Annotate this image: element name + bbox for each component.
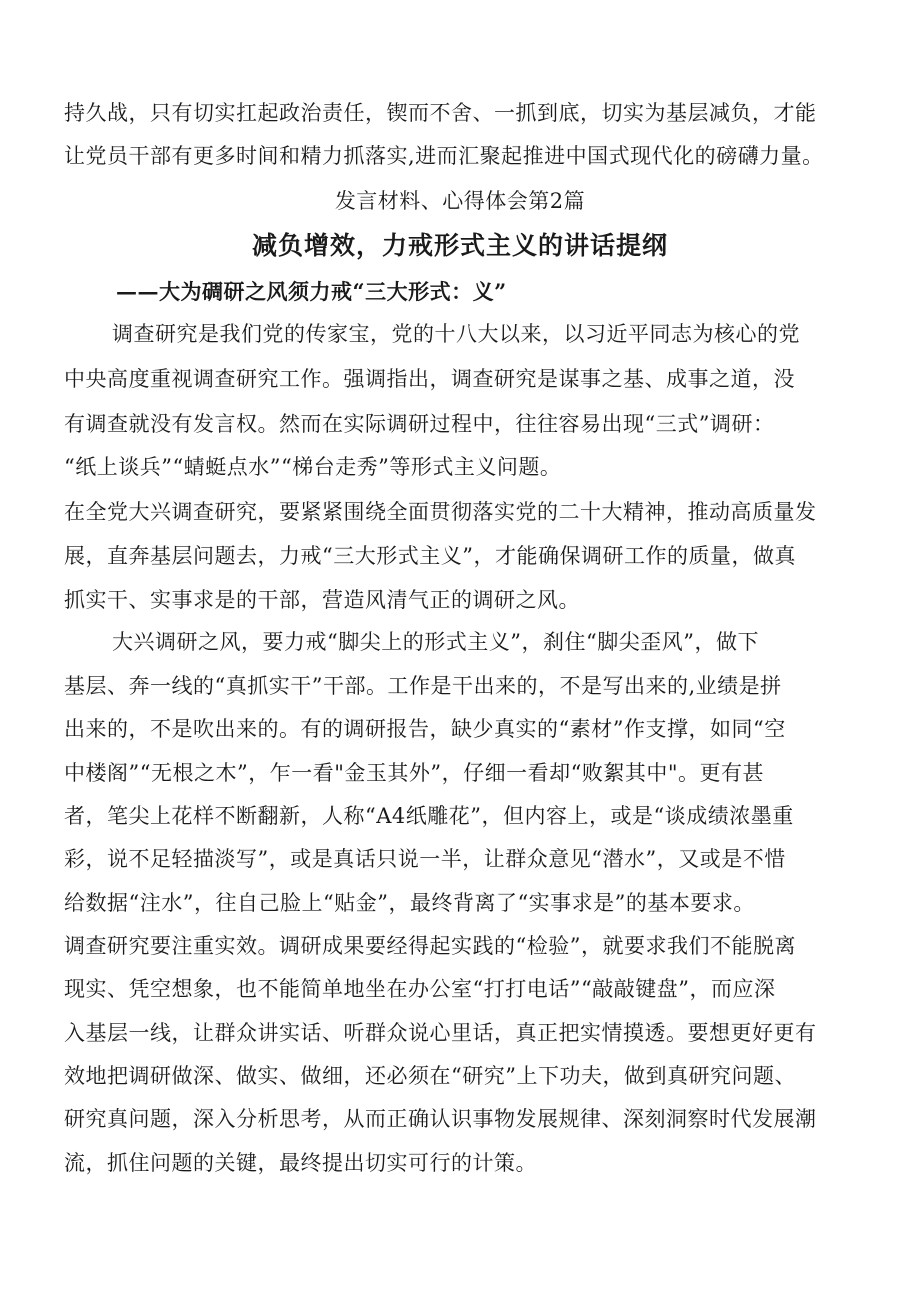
paragraph3-line-9: 现实、凭空想象，也不能简单地坐在办公室“打打电话”“敲敲键盘”，而应深 bbox=[64, 977, 776, 1001]
paragraph2-line-3: 抓实干、实事求是的干部，营造风清气正的调研之风。 bbox=[64, 588, 580, 612]
continuation-line-1: 持久战，只有切实扛起政治责任，锲而不舍、一抓到底，切实为基层减负，才能 bbox=[64, 101, 817, 125]
paragraph3-line-1: 大兴调研之风，要力戒“脚尖上的形式主义”，刹住“脚尖歪风”，做下 bbox=[112, 630, 759, 654]
paragraph3-line-11: 效地把调研做深、做实、做细，还必须在“研究”上下功夫，做到真研究问题、 bbox=[64, 1064, 796, 1088]
section-heading: 发言材料、心得体会第2篇 bbox=[334, 189, 586, 213]
paragraph3-line-2: 基层、奔一线的“真抓实干”干部。工作是干出来的，不是写出来的,业绩是拼 bbox=[64, 674, 782, 698]
paragraph3-line-8: 调查研究要注重实效。调研成果要经得起实践的“检验”，就要求我们不能脱离 bbox=[64, 934, 796, 958]
paragraph3-line-6: 彩，说不足轻描淡写”，或是真话只说一半，让群众意见“潜水”，又或是不惜 bbox=[64, 847, 786, 871]
paragraph3-line-12: 研究真问题，深入分析思考，从而正确认识事物发展规律、深刻洞察时代发展潮 bbox=[64, 1107, 817, 1131]
paragraph2-line-2: 展，直奔基层问题去，力戒“三大形式主义”，才能确保调研工作的质量，做真 bbox=[64, 544, 796, 568]
paragraph3-line-5: 者，笔尖上花样不断翻新，人称“A4纸雕花”，但内容上，或是“谈成绩浓墨重 bbox=[64, 804, 794, 828]
continuation-line-2: 让党员干部有更多时间和精力抓落实,进而汇聚起推进中国式现代化的磅礴力量。 bbox=[64, 144, 824, 168]
paragraph2-line-1: 在全党大兴调查研究，要紧紧围绕全面贯彻落实党的二十大精神，推动高质量发 bbox=[64, 500, 817, 524]
document-subtitle: ——大为碉研之风须力戒“三大形式：义” bbox=[116, 279, 507, 304]
paragraph1-line-3: 有调查就没有发言权。然而在实际调研过程中，往往容易出现“三式”调研： bbox=[64, 412, 775, 436]
paragraph3-line-13: 流，抓住问题的关键，最终提出切实可行的计策。 bbox=[64, 1151, 537, 1175]
paragraph1-line-2: 中央高度重视调查研究工作。强调指出，调查研究是谋事之基、成事之道，没 bbox=[64, 367, 795, 391]
paragraph3-line-4: 中楼阁”“无根之木”，乍一看"金玉其外”，仔细一看却“败絮其中"。更有甚 bbox=[64, 761, 764, 785]
paragraph1-line-1: 调查研究是我们党的传家宝，党的十八大以来，以习近平同志为核心的党 bbox=[112, 322, 800, 346]
paragraph3-line-3: 出来的，不是吹出来的。有的调研报告，缺少真实的“素材”作支撑，如同“空 bbox=[64, 717, 786, 741]
paragraph1-line-4: “纸上谈兵”“蜻蜓点水”“梯台走秀”等形式主义问题。 bbox=[64, 455, 562, 479]
paragraph3-line-10: 入基层一线，让群众讲实话、听群众说心里话，真正把实情摸透。要想更好更有 bbox=[64, 1021, 817, 1045]
document-title: 减负增效，力戒形式主义的讲话提纲 bbox=[251, 231, 668, 260]
paragraph3-line-7: 给数据“注水”，往自己脸上“贴金”，最终背离了“实事求是”的基本要求。 bbox=[64, 891, 755, 915]
